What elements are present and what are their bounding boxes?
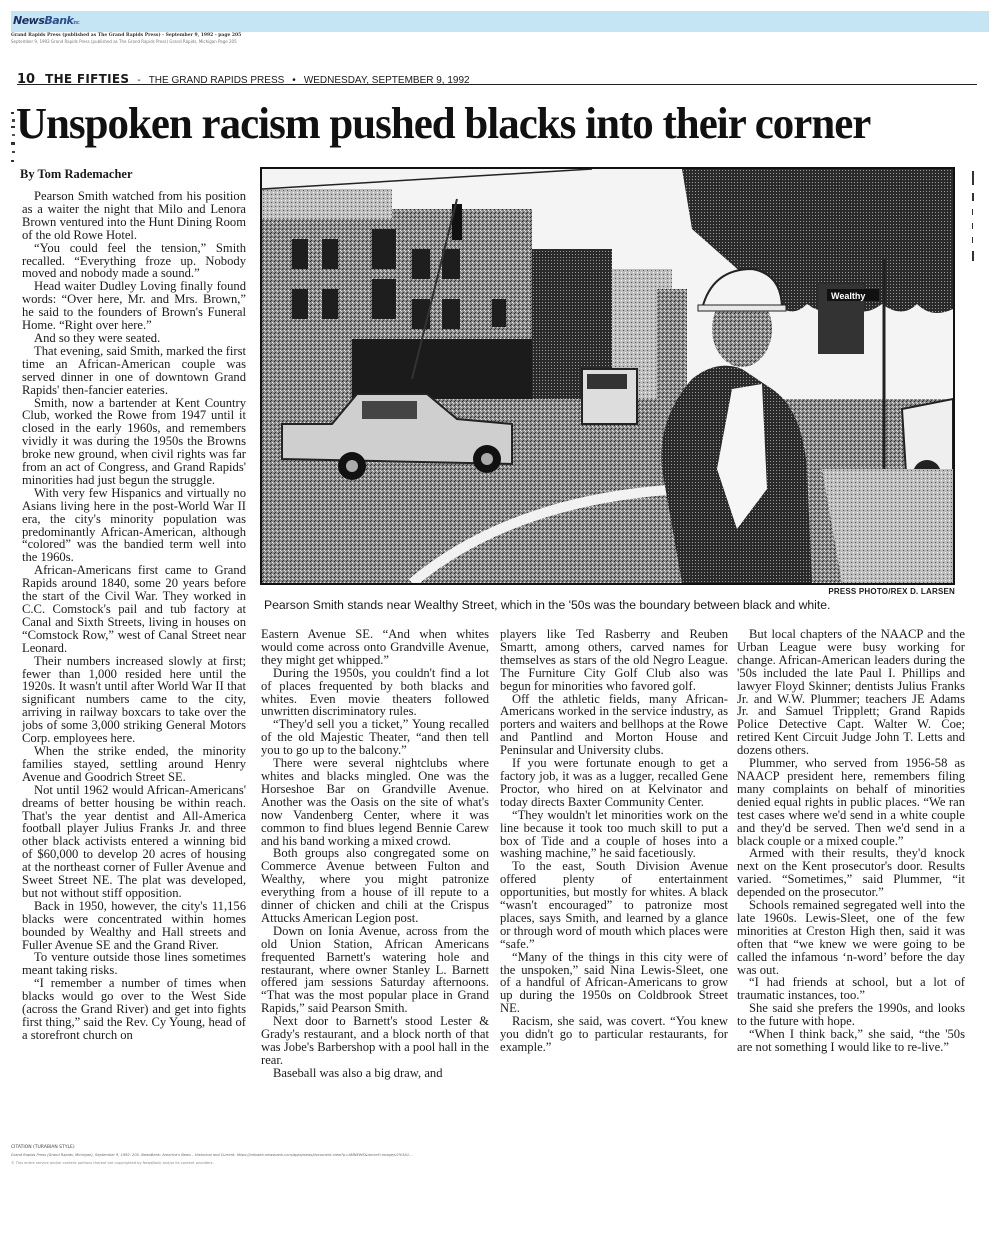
paragraph: “I remember a number of times when blacks would go over to the West Side (across the Grand River) and get into fights first thing,” said the Rev. Cy Young, head of a storefront church on	[22, 976, 246, 1042]
publication-date: WEDNESDAY, SEPTEMBER 9, 1992	[303, 75, 470, 86]
paragraph: And so they were seated.	[34, 330, 161, 345]
paragraph: That evening, said Smith, marked the first time an African-American couple was served dinner in one of downtown Grand Rapids' then-fancier eateries.	[22, 343, 246, 397]
paragraph: Baseball was also a big draw, and	[273, 1065, 443, 1080]
paragraph: Racism, she said, was covert. “You knew you didn't go to particular restaurants, for example.”	[500, 1014, 728, 1054]
source-meta: September 9, 1992 Grand Rapids Press (published as The Grand Rapids Press) Grand Rapids, Michigan Page 205	[11, 39, 237, 44]
citation-text[interactable]: Grand Rapids Press (Grand Rapids, Michigan), September 9, 1992: 205. NewsBank: America's News – Historical and Current. https://infoweb.newsbank.com/apps/news/document-view?p=AMNEWS&docref=image/v2%3A1...	[11, 1153, 413, 1157]
newsbank-logo[interactable]	[13, 14, 79, 27]
article-column-1	[22, 190, 246, 1042]
folio-separator: -	[137, 75, 141, 86]
adjacent-page-bleed	[972, 165, 978, 269]
article-column-2	[261, 628, 489, 1080]
article-column-3	[500, 628, 728, 1054]
page-number: 10	[17, 72, 36, 87]
paragraph: “Many of the things in this city were of the unspoken,” said Nina Lewis-Sleet, one of a handful of African-Americans to grow up during the 1950s on Coldbrook Street NE.	[500, 949, 728, 1016]
paragraph: Their numbers increased slowly at first; fewer than 1,000 resided here until the 1920s. It wasn't until after World War II that significant numbers came to the city, arriving in railway boxcars to take over the jobs of some 3,000 striking General Motors Corp. employees here.	[22, 653, 246, 746]
paragraph: Down on Ionia Avenue, across from the old Union Station, African Americans frequented Barnett's watering hole and restaurant, where owner Stanley L. Barnett offered jam sessions Saturday afternoons. “That was the most popular place in Grand Rapids,” said Pearson Smith.	[261, 923, 489, 1016]
paragraph: Both groups also congregated some on Commerce Avenue between Fulton and Wealthy, where you might patronize everything from a house of ill repute to a dinner of chicken and chili at the Crispus Attucks American Legion post.	[261, 846, 489, 925]
paragraph: Schools remained segregated well into the late 1960s. Lewis-Sleet, one of the few minorities at Creston High then, said it was often that “we knew we were going to be called the infamous ‘n-word’ before the day was out.	[737, 898, 965, 977]
copyright-notice: © This entire service and/or content portions thereof are copyrighted by NewsBank and/or its content providers.	[11, 1161, 214, 1165]
paragraph: If you were fortunate enough to get a factory job, it was as a lugger, recalled Gene Proctor, who hired on at Kelvinator and today directs Baxter Community Center.	[500, 756, 728, 809]
paragraph: African-Americans first came to Grand Rapids around 1840, some 20 years before the start of the Civil War. They worked in C.C. Comstock's pail and tub factory at Canal and Sixth Streets, living in houses on “Comstock Row,” west of Canal Street near Leonard.	[22, 563, 246, 655]
newsbank-header-bar	[11, 11, 989, 32]
paragraph: Next door to Barnett's stood Lester & Grady's restaurant, and a block north of that was Jobe's Barbershop with a pool hall in the rear.	[261, 1014, 489, 1067]
citation-heading: CITATION (TURABIAN STYLE)	[11, 1145, 75, 1150]
paragraph: “They'd sell you a ticket,” Young recalled of the old Majestic Theater, “and then tell you to go up to the balcony.”	[261, 717, 489, 758]
paragraph: To venture outside those lines sometimes meant taking risks.	[22, 950, 246, 978]
folio-bullet: •	[292, 75, 296, 86]
paragraph: Smith, now a bartender at Kent Country Club, worked the Rowe from 1947 until it closed in the early 1960s, and remembers vividly it was during the 1950s the Browns broke new ground, when civil rights was far from an act of Congress, and Grand Rapids' minorities had just begun the struggle.	[22, 395, 246, 487]
paragraph: But local chapters of the NAACP and the Urban League were busy working for change. African-American leaders during the '50s included the late Paul I. Phillips and lawyer Floyd Skinner; dentists Julius Franks Jr. and W.W. Plummer; teachers JE Adams Jr. and Samuel Tripplett; Grand Rapids Police Detective Capt. Walter W. Coe; retired Kent Circuit Judge John T. Letts and dozens others.	[737, 627, 965, 758]
paragraph: Eastern Avenue SE. “And when whites would come across onto Grandville Avenue, they might get whipped.”	[261, 627, 489, 667]
paragraph: Not until 1962 would African-Americans' dreams of better housing be within reach. That's the year dentist and All-America football player Julius Franks Jr. and three other black activists entered a winning bid of $60,000 to develop 20 acres of housing at the northeast corner of Fuller Avenue and Sweet Street NE. The plat was developed, but not without stiff opposition.	[22, 782, 246, 900]
section-name: THE FIFTIES	[45, 72, 130, 86]
paragraph: She said she prefers the 1990s, and looks to the future with hope.	[737, 1001, 965, 1029]
paragraph: Armed with their results, they'd knock next on the Kent prosecutor's door. Results varied. “Sometimes,” said Plummer, “it depended on the prosecutor.”	[737, 846, 965, 900]
paragraph: “When I think back,” she said, “the '50s are not something I would like to re-live.”	[737, 1027, 965, 1054]
paragraph: Pearson Smith watched from his position as a waiter the night that Milo and Lenora Brown ventured into the Hunt Dining Room of the old Rowe Hotel.	[22, 189, 246, 242]
folio-line	[17, 70, 977, 85]
photo-credit: PRESS PHOTO/REX D. LARSEN	[828, 587, 955, 596]
paragraph: Off the athletic fields, many African-Americans worked in the service industry, as porters and waiters and bellhops at the Rowe and Pantlind and Morton House and Peninsular and University clubs.	[500, 691, 728, 758]
paragraph: When the strike ended, the minority families stayed, settling around Henry Avenue and Goodrich Street SE.	[22, 743, 246, 784]
paragraph: Back in 1950, however, the city's 11,156 blacks were concentrated within homes bounded by Wealthy and Hall streets and Fuller Avenue SE and the Grand River.	[22, 898, 246, 952]
logo-news: News	[13, 14, 45, 27]
paragraph: players like Ted Rasberry and Reuben Smartt, among others, carved names for themselves as stars of the old Negro League. The Furniture City Golf Club also was begun for minorities who favored golf.	[500, 627, 728, 693]
paragraph: “You could feel the tension,” Smith recalled. “Everything froze up. Nobody moved and nobody made a sound.”	[22, 240, 246, 281]
source-title: Grand Rapids Press (published as The Grand Rapids Press) - September 9, 1992 - page 205	[11, 33, 242, 38]
publication-name: THE GRAND RAPIDS PRESS	[148, 75, 285, 86]
paragraph: With very few Hispanics and virtually no Asians living here in the post-World War II era, the city's minority population was predominantly African-American, although “colored” was the bandied term well into the 1960s.	[22, 485, 246, 565]
article-byline: By Tom Rademacher	[20, 167, 133, 181]
paragraph: “They wouldn't let minorities work on the line because it took too much skill to put a box of Tide and a couple of hoses into a washing machine,” he said facetiously.	[500, 807, 728, 861]
article-photo	[260, 167, 955, 585]
photo-caption: Pearson Smith stands near Wealthy Street, which in the '50s was the boundary between black and white.	[264, 598, 831, 612]
logo-bank: Bank	[44, 14, 74, 27]
article-headline: Unspoken racism pushed blacks into their corner	[16, 99, 871, 148]
paragraph: During the 1950s, you couldn't find a lot of places frequented by both blacks and whites. Even movie theaters followed unwritten discriminatory rules.	[261, 665, 489, 719]
paragraph: Plummer, who served from 1956-58 as NAACP president here, remembers filing many complaints on behalf of minorities denied equal rights in public places. “We ran test cases where we'd send in a white couple and they'd be served. Then we'd send in a black couple or a mixed couple.”	[737, 756, 965, 848]
paragraph: Head waiter Dudley Loving finally found words: “Over here, Mr. and Mrs. Brown,” he said to the founders of Brown's Funeral Home. “Right over here.”	[22, 279, 246, 333]
logo-trademark: inc	[73, 20, 80, 26]
photo-street-scene	[262, 169, 953, 583]
street-sign-text: Wealthy	[831, 291, 866, 301]
article-column-4	[737, 628, 965, 1054]
paragraph: To the east, South Division Avenue offered plenty of entertainment opportunities, but mostly for whites. A black “wasn't encouraged” to patronize most places, says Smith, and learned by a glance or through word of mouth which places were “safe.”	[500, 859, 728, 951]
paragraph: There were several nightclubs where whites and blacks mingled. One was the Horseshoe Bar on Grandville Avenue. Another was the Oasis on the site of what's now Vandenberg Center, where it was common to find blues legend Bennie Carew and his band working a mixed crowd.	[261, 756, 489, 848]
paragraph: “I had friends at school, but a lot of traumatic instances, too.”	[737, 975, 965, 1003]
